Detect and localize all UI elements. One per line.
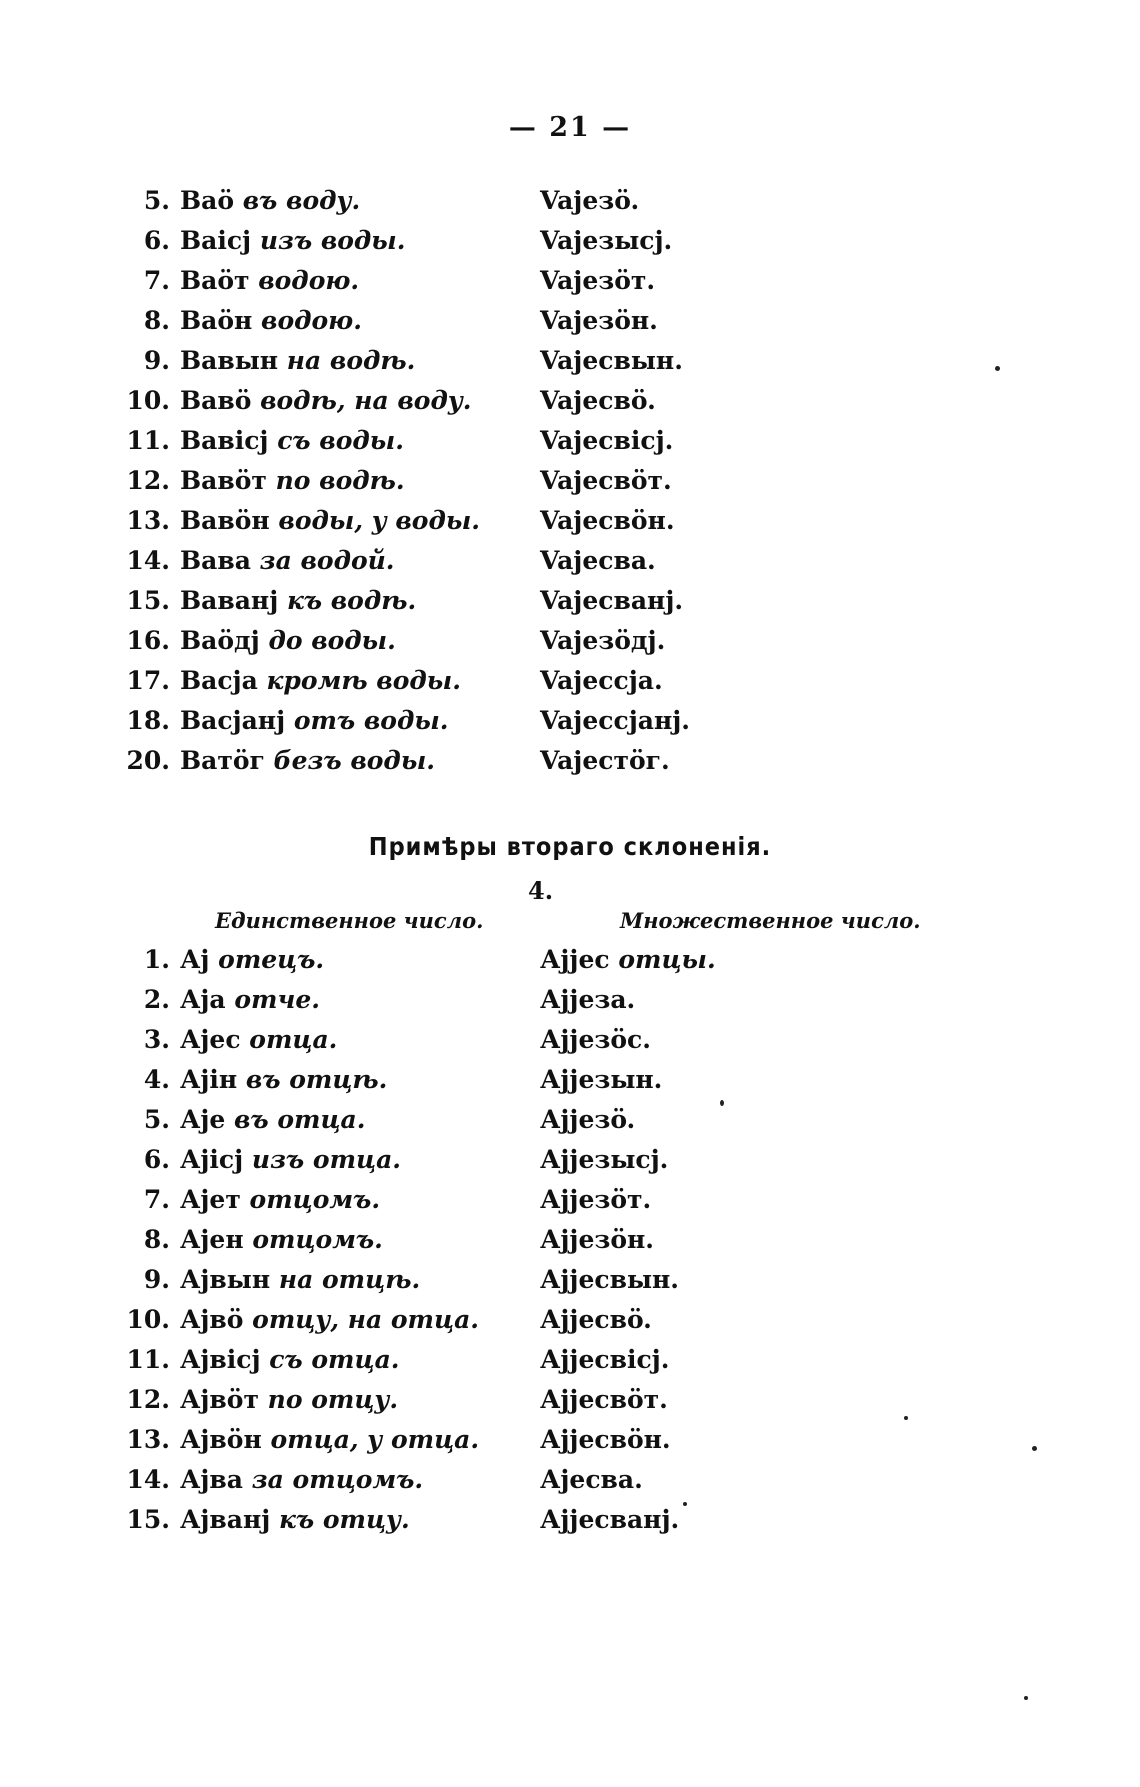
table-row: [0, 586, 1140, 626]
table-row: [0, 1385, 1140, 1425]
table-row: [0, 985, 1140, 1025]
row-number: 13.: [126, 506, 170, 535]
plural-form: [540, 1465, 643, 1494]
plural-form: [540, 1385, 668, 1414]
plural-form: [540, 1225, 654, 1254]
plural-form: [540, 1345, 669, 1374]
table-row: [0, 386, 1140, 426]
print-speck: [1032, 1446, 1037, 1451]
plural-form: [540, 186, 639, 215]
plural-word: Vajесвісј.: [540, 426, 674, 455]
section-heading: Примѣры втораго склоненія.: [368, 832, 772, 861]
table-row: [0, 266, 1140, 306]
komi-word: Ајет: [180, 1185, 241, 1214]
russian-gloss: водѣ, на воду.: [260, 386, 472, 415]
plural-form: [540, 346, 683, 375]
russian-gloss: за отцомъ.: [251, 1465, 424, 1494]
singular-form: [180, 386, 471, 415]
plural-form: [540, 266, 655, 295]
row-number: 15.: [126, 586, 170, 615]
plural-form: [540, 746, 670, 775]
table-row: [0, 1465, 1140, 1505]
russian-gloss: водою.: [258, 266, 360, 295]
russian-gloss: по водѣ.: [275, 466, 405, 495]
komi-word: Ајвісј: [180, 1345, 261, 1374]
singular-form: [180, 1425, 479, 1454]
table-row: [0, 1225, 1140, 1265]
row-number: 12.: [126, 466, 170, 495]
table-row: [0, 626, 1140, 666]
russian-gloss: кромѣ воды.: [266, 666, 461, 695]
print-speck: [683, 1502, 687, 1506]
russian-gloss: безъ воды.: [273, 746, 435, 775]
singular-form: [180, 1185, 380, 1214]
singular-form: [180, 626, 396, 655]
row-number: 11.: [126, 426, 170, 455]
column-header-singular: Единственное число.: [215, 908, 484, 933]
plural-form: [540, 1425, 671, 1454]
row-number: 10.: [126, 1305, 170, 1334]
singular-form: [180, 1465, 423, 1494]
komi-word: Ваöт: [180, 266, 250, 295]
plural-word: Ајјес: [540, 945, 610, 974]
plural-form: [540, 1305, 652, 1334]
row-number: 16.: [126, 626, 170, 655]
komi-word: Ајванј: [180, 1505, 271, 1534]
row-number: 1.: [143, 945, 170, 974]
singular-form: [180, 1225, 383, 1254]
row-number: 13.: [126, 1425, 170, 1454]
russian-gloss: отцомъ.: [249, 1185, 381, 1214]
singular-form: [180, 306, 362, 335]
singular-form: [180, 346, 415, 375]
russian-gloss: въ отца.: [234, 1105, 366, 1134]
plural-form: [540, 1145, 668, 1174]
plural-word: Vajессја.: [540, 666, 663, 695]
table-row: [0, 945, 1140, 985]
plural-word: Ајјеза.: [540, 985, 636, 1014]
russian-gloss: отца, у отца.: [270, 1425, 480, 1454]
table-row: [0, 1065, 1140, 1105]
row-number: 9.: [143, 346, 170, 375]
russian-gloss: съ отца.: [269, 1345, 400, 1374]
komi-word: Васја: [180, 666, 258, 695]
plural-word: Vajессјанј.: [540, 706, 690, 735]
singular-form: [180, 1505, 410, 1534]
row-number: 8.: [143, 306, 170, 335]
table-row: [0, 306, 1140, 346]
komi-word: Аја: [180, 985, 226, 1014]
page-number: — 21 —: [508, 112, 632, 143]
singular-form: [180, 426, 404, 455]
table-row: [0, 1105, 1140, 1145]
komi-word: Вавісј: [180, 426, 269, 455]
komi-word: Ватöг: [180, 746, 265, 775]
row-number: 7.: [143, 266, 170, 295]
print-speck: [720, 1100, 724, 1106]
singular-form: [180, 945, 324, 974]
russian-gloss: до воды.: [268, 626, 396, 655]
plural-form: [540, 1025, 651, 1054]
komi-word: Васјанј: [180, 706, 286, 735]
plural-form: [540, 666, 663, 695]
table-row: [0, 1425, 1140, 1465]
section-number: 4.: [528, 876, 554, 905]
komi-word: Ајва: [180, 1465, 243, 1494]
plural-form: [540, 626, 665, 655]
plural-word: Ајјезöн.: [540, 1225, 654, 1254]
singular-form: [180, 1145, 401, 1174]
russian-gloss: отцу, на отца.: [252, 1305, 479, 1334]
singular-form: [180, 226, 405, 255]
singular-form: [180, 1305, 479, 1334]
plural-form: [540, 985, 635, 1014]
plural-word: Vajезысј.: [540, 226, 673, 255]
plural-form: [540, 226, 672, 255]
row-number: 12.: [126, 1385, 170, 1414]
table-row: [0, 1345, 1140, 1385]
plural-word: Ајесва.: [540, 1465, 643, 1494]
singular-form: [180, 186, 360, 215]
row-number: 14.: [126, 546, 170, 575]
singular-form: [180, 1385, 398, 1414]
plural-word: Vajесвöн.: [540, 506, 675, 535]
komi-word: Ајвын: [180, 1265, 271, 1294]
table-row: [0, 666, 1140, 706]
singular-form: [180, 266, 359, 295]
russian-gloss: отче.: [234, 985, 320, 1014]
russian-gloss: отъ воды.: [293, 706, 449, 735]
table-row: [0, 346, 1140, 386]
plural-word: Ајјесвісј.: [540, 1345, 670, 1374]
komi-word: Вава: [180, 546, 251, 575]
plural-word: Vajесвöт.: [540, 466, 672, 495]
russian-gloss: отецъ.: [218, 945, 325, 974]
russian-gloss: изъ отца.: [251, 1145, 402, 1174]
russian-gloss: воды, у воды.: [278, 506, 481, 535]
russian-gloss: къ водѣ.: [286, 586, 417, 615]
russian-gloss: изъ воды.: [259, 226, 406, 255]
singular-form: [180, 985, 320, 1014]
komi-word: Вавöн: [180, 506, 270, 535]
russian-gloss: отцомъ.: [252, 1225, 383, 1254]
komi-word: Вавöт: [180, 466, 267, 495]
table-row: [0, 1025, 1140, 1065]
russian-gloss: къ отцу.: [279, 1505, 410, 1534]
table-row: [0, 546, 1140, 586]
plural-word: Vajесвö.: [540, 386, 656, 415]
singular-form: [180, 666, 461, 695]
table-row: [0, 466, 1140, 506]
russian-gloss: водою.: [261, 306, 362, 335]
table-row: [0, 1145, 1140, 1185]
table-row: [0, 506, 1140, 546]
komi-word: Аје: [180, 1105, 226, 1134]
plural-word: Vajезö.: [540, 186, 640, 215]
singular-form: [180, 1105, 365, 1134]
russian-gloss: за водой.: [259, 546, 395, 575]
plural-word: Vajесва.: [540, 546, 656, 575]
komi-word: Ваöдј: [180, 626, 260, 655]
komi-word: Ваванј: [180, 586, 279, 615]
singular-form: [180, 746, 435, 775]
row-number: 6.: [143, 1145, 170, 1174]
plural-word: Ајјесванј.: [540, 1505, 680, 1534]
plural-word: Ајјезö.: [540, 1105, 636, 1134]
komi-word: Ваö: [180, 186, 235, 215]
singular-form: [180, 1345, 399, 1374]
row-number: 11.: [126, 1345, 170, 1374]
plural-form: [540, 945, 716, 974]
plural-word: Ајјесвын.: [540, 1265, 680, 1294]
plural-form: [540, 546, 656, 575]
komi-word: Ајес: [180, 1025, 241, 1054]
table-row: [0, 1505, 1140, 1545]
plural-form: [540, 466, 672, 495]
row-number: 10.: [126, 386, 170, 415]
table-row: [0, 706, 1140, 746]
komi-word: Ајін: [180, 1065, 238, 1094]
table-row: [0, 746, 1140, 786]
singular-form: [180, 546, 395, 575]
row-number: 2.: [143, 985, 170, 1014]
plural-word: Ајјезöт.: [540, 1185, 652, 1214]
row-number: 5.: [143, 186, 170, 215]
plural-form: [540, 506, 675, 535]
plural-form: [540, 1065, 662, 1094]
plural-form: [540, 386, 656, 415]
komi-word: Ајен: [180, 1225, 244, 1254]
komi-word: Ај: [180, 945, 210, 974]
table-row: [0, 186, 1140, 226]
print-speck: [995, 366, 1000, 371]
row-number: 3.: [143, 1025, 170, 1054]
russian-gloss: на водѣ.: [286, 346, 416, 375]
row-number: 7.: [143, 1185, 170, 1214]
print-speck: [904, 1416, 908, 1420]
plural-word: Vajезöн.: [540, 306, 658, 335]
plural-form: [540, 1105, 635, 1134]
plural-form: [540, 306, 658, 335]
plural-gloss: отцы.: [618, 945, 716, 974]
plural-form: [540, 586, 683, 615]
singular-form: [180, 706, 449, 735]
komi-word: Ваісј: [180, 226, 252, 255]
row-number: 17.: [126, 666, 170, 695]
table-row: [0, 1265, 1140, 1305]
row-number: 4.: [143, 1065, 170, 1094]
plural-form: [540, 1505, 679, 1534]
row-number: 18.: [126, 706, 170, 735]
table-row: [0, 426, 1140, 466]
row-number: 6.: [143, 226, 170, 255]
plural-word: Ајјезысј.: [540, 1145, 669, 1174]
row-number: 14.: [126, 1465, 170, 1494]
row-number: 8.: [143, 1225, 170, 1254]
russian-gloss: по отцу.: [267, 1385, 399, 1414]
russian-gloss: въ отцѣ.: [245, 1065, 388, 1094]
singular-form: [180, 506, 480, 535]
print-speck: [1024, 1696, 1028, 1700]
komi-word: Ајвöт: [180, 1385, 259, 1414]
russian-gloss: отца.: [249, 1025, 338, 1054]
singular-form: [180, 466, 405, 495]
row-number: 5.: [143, 1105, 170, 1134]
russian-gloss: въ воду.: [242, 186, 361, 215]
plural-word: Ајјесвö.: [540, 1305, 652, 1334]
singular-form: [180, 1025, 337, 1054]
russian-gloss: съ воды.: [277, 426, 404, 455]
komi-word: Ајвöн: [180, 1425, 262, 1454]
plural-form: [540, 1185, 651, 1214]
plural-word: Ајјесвöт.: [540, 1385, 668, 1414]
table-row: [0, 226, 1140, 266]
komi-word: Вавын: [180, 346, 279, 375]
singular-form: [180, 1265, 420, 1294]
plural-word: Vajезöдј.: [540, 626, 666, 655]
russian-gloss: на отцѣ.: [278, 1265, 421, 1294]
row-number: 15.: [126, 1505, 170, 1534]
plural-form: [540, 426, 673, 455]
column-header-plural: Множественное число.: [620, 908, 921, 933]
plural-word: Ајјезöс.: [540, 1025, 651, 1054]
komi-word: Вавö: [180, 386, 252, 415]
plural-word: Vajестöг.: [540, 746, 670, 775]
plural-form: [540, 706, 690, 735]
row-number: 20.: [126, 746, 170, 775]
plural-form: [540, 1265, 679, 1294]
plural-word: Vajесвын.: [540, 346, 683, 375]
singular-form: [180, 1065, 387, 1094]
plural-word: Vajезöт.: [540, 266, 656, 295]
table-row: [0, 1185, 1140, 1225]
komi-word: Ајісј: [180, 1145, 244, 1174]
singular-form: [180, 586, 416, 615]
plural-word: Ајјезын.: [540, 1065, 663, 1094]
table-row: [0, 1305, 1140, 1345]
komi-word: Ајвö: [180, 1305, 244, 1334]
komi-word: Ваöн: [180, 306, 253, 335]
row-number: 9.: [143, 1265, 170, 1294]
plural-word: Ајјесвöн.: [540, 1425, 671, 1454]
plural-word: Vajесванј.: [540, 586, 684, 615]
